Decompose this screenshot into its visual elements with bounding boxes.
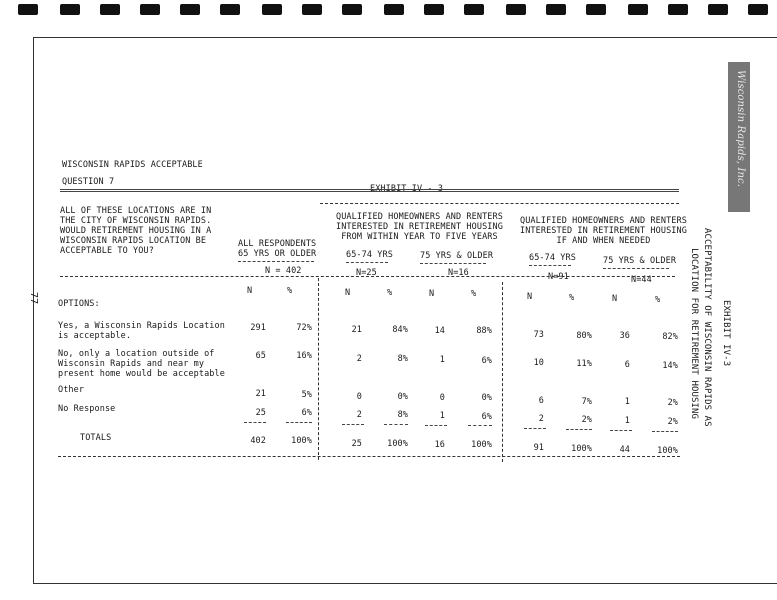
- all-respondents-line: 65 YRS OR OLDER: [238, 249, 317, 259]
- group-2-sub-1: 65-74 YRS: [529, 253, 576, 263]
- question-line: WOULD RETIREMENT HOUSING IN A: [60, 226, 212, 236]
- cell-n: 36: [619, 331, 630, 341]
- question-text: [60, 206, 211, 256]
- binder-hole: [18, 4, 38, 15]
- col-pct: %: [569, 293, 575, 303]
- group-1-sub-1-underline: [346, 262, 388, 263]
- cell-pct: 5%: [301, 390, 312, 400]
- cell-n: 1: [439, 355, 445, 365]
- sum-underline: [425, 425, 447, 426]
- table-bottom-rule: [58, 456, 680, 457]
- row-label-line: is acceptable.: [58, 331, 132, 341]
- cell-n: 2: [356, 410, 362, 420]
- binder-hole: [262, 4, 282, 15]
- options-label: OPTIONS:: [58, 299, 100, 309]
- group-1-sub-2: 75 YRS & OLDER: [420, 251, 494, 261]
- binder-hole: [140, 4, 160, 15]
- section-tab: [728, 62, 750, 212]
- group-2-sub-1-n: N=91: [548, 272, 569, 282]
- page-title: WISCONSIN RAPIDS ACCEPTABLE: [62, 160, 203, 170]
- cell-pct: 16%: [296, 351, 312, 361]
- col-pct: %: [471, 289, 477, 299]
- col-n: N: [247, 286, 253, 296]
- col-n: N: [345, 288, 351, 298]
- cell-pct: 80%: [576, 331, 592, 341]
- col-n: N: [612, 294, 618, 304]
- total-n: 44: [619, 445, 630, 455]
- binder-hole: [180, 4, 200, 15]
- total-pct: 100%: [471, 440, 492, 450]
- cell-n: 1: [624, 397, 630, 407]
- binder-hole: [546, 4, 566, 15]
- row-label-line: Wisconsin Rapids and near my: [58, 359, 205, 369]
- binder-hole: [424, 4, 444, 15]
- row-label-no: [58, 349, 225, 379]
- all-respondents-line: ALL RESPONDENTS: [238, 239, 317, 249]
- cell-pct: 6%: [481, 412, 492, 422]
- cell-n: 2: [538, 414, 544, 424]
- sum-underline: [286, 422, 312, 423]
- all-respondents-header: [238, 239, 316, 259]
- binder-hole: [586, 4, 606, 15]
- page-number: 77: [28, 292, 39, 305]
- cell-pct: 72%: [296, 323, 312, 333]
- binder-hole: [464, 4, 484, 15]
- cell-pct: 2%: [581, 415, 592, 425]
- group-2-line: INTERESTED IN RETIREMENT HOUSING: [520, 226, 687, 236]
- total-pct: 100%: [387, 439, 408, 449]
- group-2-sub-2-n: N=44: [631, 275, 652, 285]
- row-label-line: No, only a location outside of: [58, 349, 215, 359]
- question-line: ALL OF THESE LOCATIONS ARE IN: [60, 206, 212, 216]
- cell-pct: 8%: [397, 354, 408, 364]
- row-label-no-response: No Response: [58, 404, 116, 414]
- group-rule: [320, 203, 679, 204]
- cell-pct: 14%: [662, 361, 678, 371]
- sum-underline: [524, 428, 546, 429]
- all-respondents-underline: [238, 261, 314, 262]
- cell-n: 14: [434, 326, 445, 336]
- row-label-totals: TOTALS: [80, 433, 112, 443]
- group-2-sub-2-underline: [603, 268, 669, 269]
- group-1-line: INTERESTED IN RETIREMENT HOUSING: [336, 222, 503, 232]
- cell-n: 25: [255, 408, 266, 418]
- cell-pct: 0%: [397, 392, 408, 402]
- page-frame: [33, 37, 777, 584]
- header-rule: [60, 189, 679, 192]
- col-pct: %: [655, 295, 661, 305]
- cell-pct: 6%: [301, 408, 312, 418]
- cell-pct: 6%: [481, 356, 492, 366]
- binder-hole: [342, 4, 362, 15]
- total-pct: 100%: [291, 436, 312, 446]
- column-divider: [318, 278, 319, 460]
- total-n: 402: [250, 436, 266, 446]
- sum-underline: [342, 424, 364, 425]
- col-n: N: [527, 292, 533, 302]
- group-1-sub-1: 65-74 YRS: [346, 250, 393, 260]
- binder-holes: [0, 0, 777, 22]
- cell-n: 21: [351, 325, 362, 335]
- question-label: QUESTION 7: [62, 177, 115, 187]
- sum-underline: [566, 429, 592, 430]
- binder-hole: [628, 4, 648, 15]
- cell-n: 291: [250, 323, 266, 333]
- total-pct: 100%: [657, 446, 678, 456]
- question-line: ACCEPTABLE TO YOU?: [60, 246, 154, 256]
- binder-hole: [60, 4, 80, 15]
- sum-underline: [244, 422, 266, 423]
- cell-pct: 8%: [397, 410, 408, 420]
- group-2-sub-1-underline: [529, 265, 571, 266]
- header-bottom-rule: [60, 276, 675, 277]
- total-n: 25: [351, 439, 362, 449]
- row-label-line: Yes, a Wisconsin Rapids Location: [58, 321, 225, 331]
- binder-hole: [220, 4, 240, 15]
- binder-hole: [302, 4, 322, 15]
- cell-n: 73: [533, 330, 544, 340]
- binder-hole: [668, 4, 688, 15]
- col-n: N: [429, 289, 435, 299]
- cell-n: 6: [624, 360, 630, 370]
- sum-underline: [610, 430, 632, 431]
- question-line: THE CITY OF WISCONSIN RAPIDS.: [60, 216, 212, 226]
- group-1-line: QUALIFIED HOMEOWNERS AND RENTERS: [336, 212, 503, 222]
- side-exhibit-label: EXHIBIT IV-3: [721, 300, 731, 367]
- section-tab-text: Wisconsin Rapids, Inc.: [735, 70, 746, 188]
- col-pct: %: [287, 286, 293, 296]
- group-1-header: [336, 212, 503, 242]
- total-n: 91: [533, 443, 544, 453]
- all-respondents-n: N = 402: [265, 266, 302, 276]
- cell-n: 1: [624, 416, 630, 426]
- cell-n: 0: [356, 392, 362, 402]
- binder-hole: [384, 4, 404, 15]
- side-title-line: LOCATION FOR RETIREMENT HOUSING: [689, 248, 699, 420]
- cell-pct: 84%: [392, 325, 408, 335]
- total-n: 16: [434, 440, 445, 450]
- group-2-line: IF AND WHEN NEEDED: [556, 236, 651, 246]
- cell-n: 2: [356, 354, 362, 364]
- exhibit-label: EXHIBIT IV - 3: [370, 184, 444, 194]
- binder-hole: [506, 4, 526, 15]
- binder-hole: [748, 4, 768, 15]
- cell-n: 10: [533, 358, 544, 368]
- cell-pct: 7%: [581, 397, 592, 407]
- side-title-line: ACCEPTABILITY OF WISCONSIN RAPIDS AS: [702, 228, 712, 427]
- group-2-header: [520, 216, 687, 246]
- group-2-line: QUALIFIED HOMEOWNERS AND RENTERS: [520, 216, 687, 226]
- group-1-sub-2-underline: [420, 263, 486, 264]
- col-pct: %: [387, 288, 393, 298]
- sum-underline: [468, 425, 492, 426]
- row-label-yes: [58, 321, 225, 341]
- cell-pct: 0%: [481, 393, 492, 403]
- cell-pct: 2%: [667, 398, 678, 408]
- cell-n: 6: [538, 396, 544, 406]
- binder-hole: [100, 4, 120, 15]
- question-line: WISCONSIN RAPIDS LOCATION BE: [60, 236, 207, 246]
- row-label-line: present home would be acceptable: [58, 369, 225, 379]
- cell-n: 65: [255, 351, 266, 361]
- cell-pct: 2%: [667, 417, 678, 427]
- row-label-other: Other: [58, 385, 85, 395]
- cell-n: 21: [255, 389, 266, 399]
- column-divider: [502, 282, 503, 462]
- group-1-sub-1-n: N=25: [356, 268, 377, 278]
- cell-n: 1: [439, 411, 445, 421]
- group-1-sub-2-n: N=16: [448, 268, 469, 278]
- total-pct: 100%: [571, 444, 592, 454]
- cell-pct: 82%: [662, 332, 678, 342]
- cell-n: 0: [439, 393, 445, 403]
- cell-pct: 11%: [576, 359, 592, 369]
- sum-underline: [384, 424, 408, 425]
- cell-pct: 88%: [476, 326, 492, 336]
- sum-underline: [652, 431, 678, 432]
- binder-hole: [708, 4, 728, 15]
- group-2-sub-2: 75 YRS & OLDER: [603, 256, 677, 266]
- group-1-line: FROM WITHIN YEAR TO FIVE YEARS: [341, 232, 498, 242]
